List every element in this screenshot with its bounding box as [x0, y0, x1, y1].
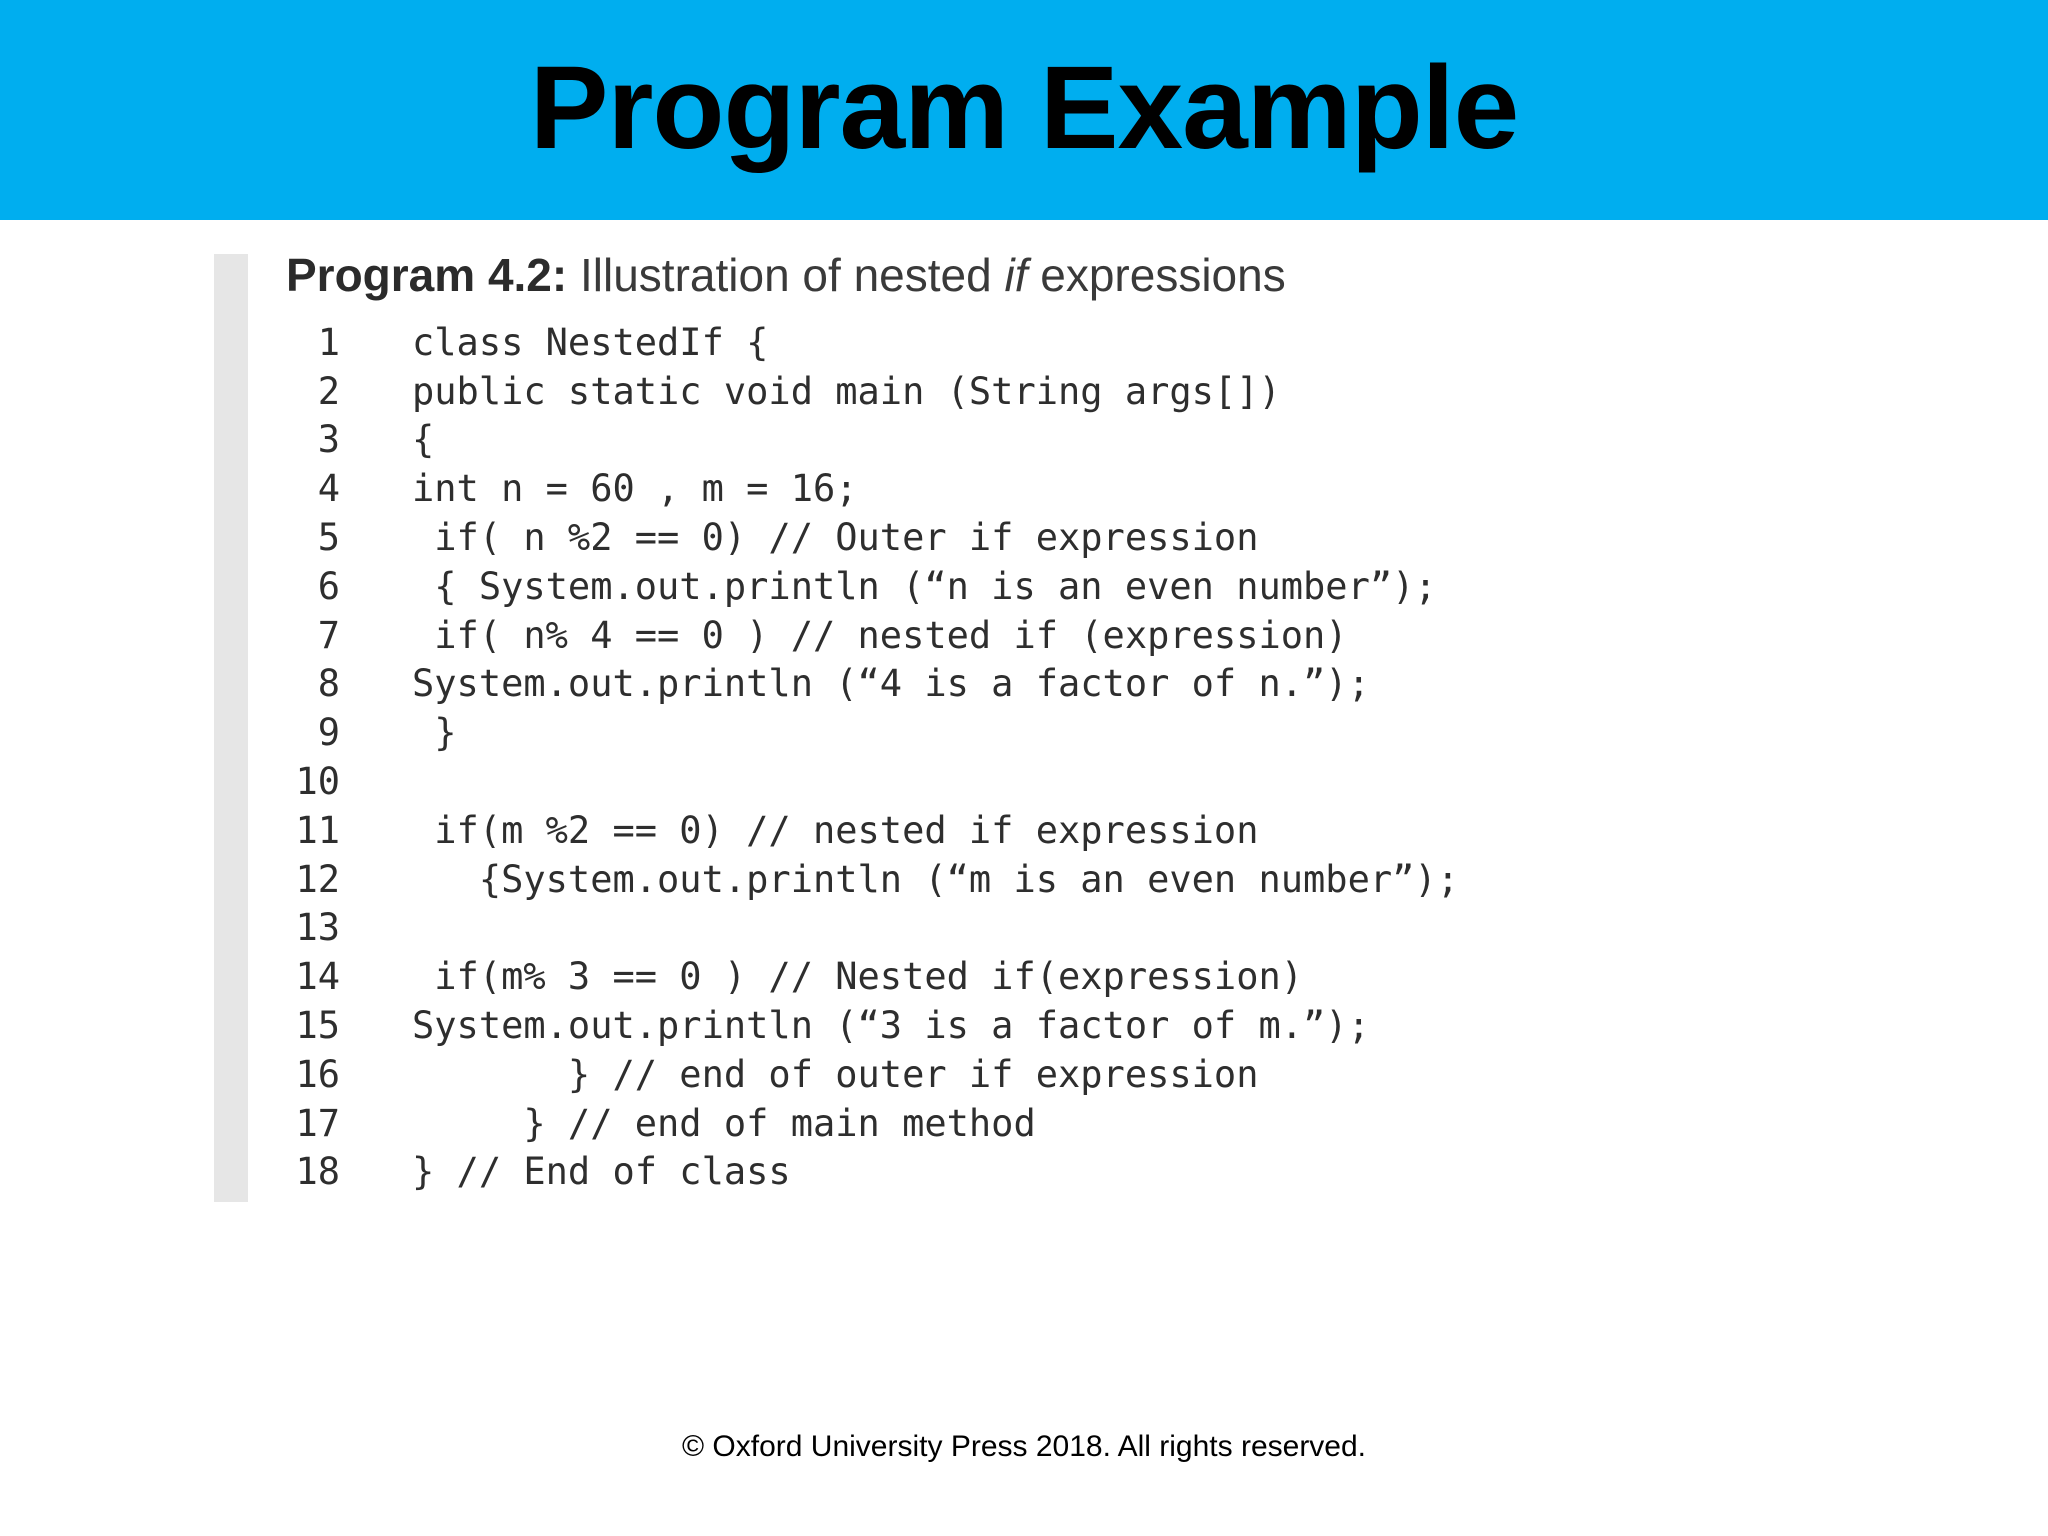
line-code: {System.out.println (“m is an even number”);: [412, 857, 1459, 901]
program-caption: [286, 248, 1286, 302]
caption-text-before: Illustration of nested: [567, 249, 1005, 301]
line-code: if( n% 4 == 0 ) // nested if (expression): [412, 613, 1348, 657]
line-number: 11: [295, 808, 340, 852]
code-line: [286, 562, 1459, 611]
code-line: [286, 611, 1459, 660]
line-number: 13: [295, 906, 340, 950]
line-number: 10: [295, 760, 340, 804]
line-number: 5: [317, 516, 340, 560]
line-number: 14: [295, 955, 340, 999]
line-number: 9: [317, 711, 340, 755]
line-code: System.out.println (“3 is a factor of m.”);: [412, 1004, 1370, 1048]
code-line: [286, 708, 1459, 757]
line-number: 12: [295, 857, 340, 901]
code-line: [286, 1001, 1459, 1050]
code-line: [286, 464, 1459, 513]
caption-label: Program 4.2:: [286, 249, 568, 301]
line-number: 15: [295, 1004, 340, 1048]
line-code: } // end of outer if expression: [412, 1052, 1259, 1096]
line-number: 2: [317, 369, 340, 413]
line-number: 7: [317, 613, 340, 657]
line-code: { System.out.println (“n is an even number”);: [412, 564, 1437, 608]
code-line: [286, 660, 1459, 709]
line-code: if(m% 3 == 0 ) // Nested if(expression): [412, 955, 1304, 999]
code-line: [286, 416, 1459, 465]
line-number: 16: [295, 1052, 340, 1096]
code-line: [286, 904, 1459, 953]
caption-text-after: expressions: [1027, 249, 1286, 301]
line-number: 17: [295, 1101, 340, 1145]
code-line: [286, 318, 1459, 367]
code-line: [286, 855, 1459, 904]
code-gutter-bar: [214, 254, 248, 1202]
title-bar: [0, 0, 2048, 220]
line-number: 8: [317, 662, 340, 706]
line-number: 4: [317, 467, 340, 511]
line-code: if( n %2 == 0) // Outer if expression: [412, 516, 1259, 560]
line-code: int n = 60 , m = 16;: [412, 467, 858, 511]
line-number: 3: [317, 418, 340, 462]
line-code: } // End of class: [412, 1150, 791, 1194]
code-line: [286, 952, 1459, 1001]
code-line: [286, 367, 1459, 416]
line-code: {: [412, 418, 435, 462]
caption-emphasis: if: [1004, 249, 1028, 301]
line-number: 1: [317, 320, 340, 364]
line-code: } // end of main method: [412, 1101, 1036, 1145]
copyright-footer: © Oxford University Press 2018. All rights reserved.: [681, 1430, 1367, 1463]
line-number: 18: [295, 1150, 340, 1194]
line-code: }: [412, 711, 457, 755]
slide-title: Program Example: [529, 42, 1519, 174]
code-listing: [286, 318, 1459, 1196]
code-line: [286, 1050, 1459, 1099]
line-code: public static void main (String args[]): [412, 369, 1281, 413]
code-line: [286, 1099, 1459, 1148]
line-code: class NestedIf {: [412, 320, 769, 364]
code-line: [286, 1148, 1459, 1197]
code-line: [286, 757, 1459, 806]
code-line: [286, 806, 1459, 855]
code-line: [286, 513, 1459, 562]
line-code: System.out.println (“4 is a factor of n.”);: [412, 662, 1370, 706]
line-code: if(m %2 == 0) // nested if expression: [412, 808, 1259, 852]
line-number: 6: [317, 564, 340, 608]
